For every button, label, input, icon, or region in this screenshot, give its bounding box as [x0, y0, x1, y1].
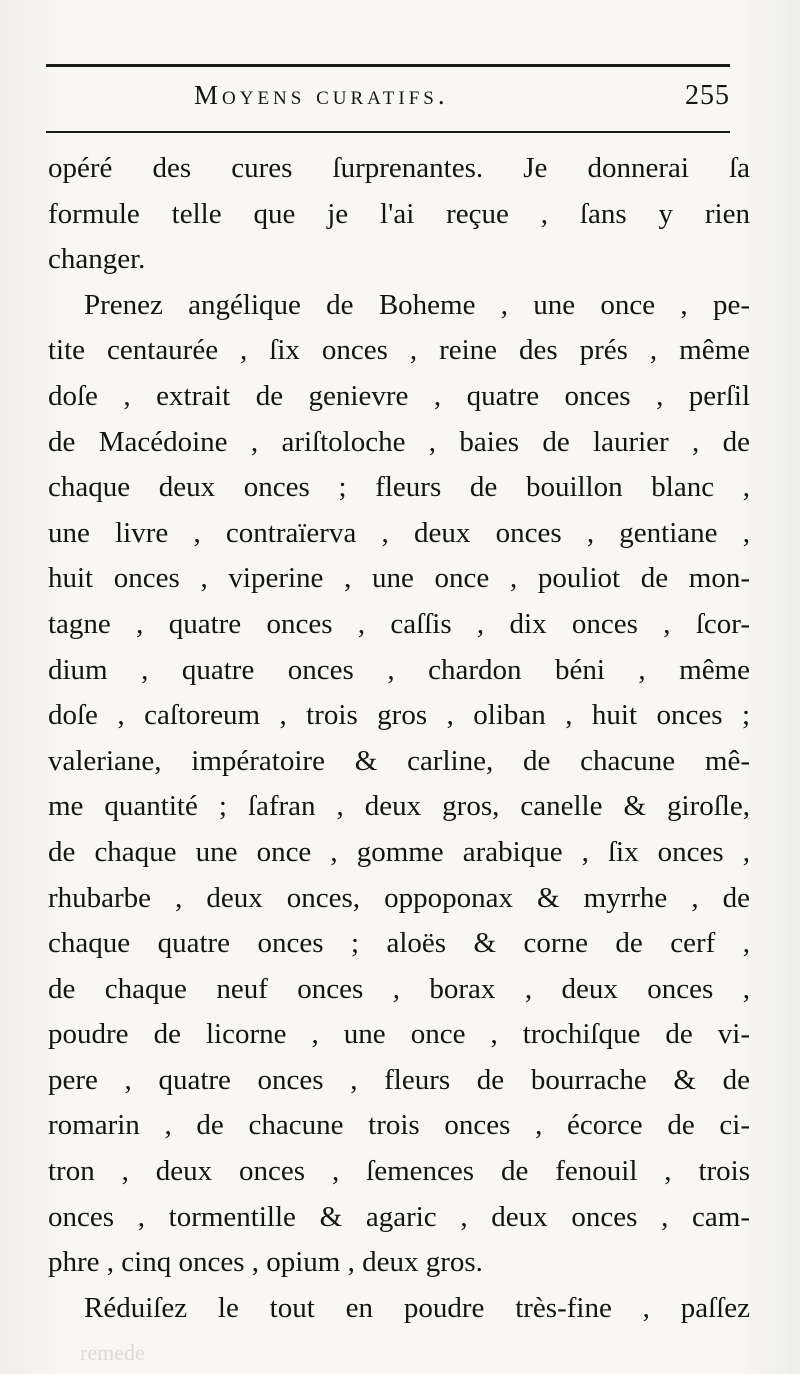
text-line: pere , quatre onces , fleurs de bourrache & de [48, 1063, 750, 1096]
text-line: onces , tormentille & agaric , deux onces , cam- [48, 1200, 750, 1233]
text-line: opéré des cures ſurprenantes. Je donnerai ſa [48, 152, 750, 184]
text-line: tron , deux onces , ſemences de fenouil , trois [48, 1155, 750, 1188]
text-line: poudre de licorne , une once , trochiſque de vi- [48, 1018, 750, 1051]
text-line: changer. [48, 243, 146, 276]
text-line: dium , quatre onces , chardon béni , même [48, 653, 750, 686]
text-line: une livre , contraïerva , deux onces , gentiane , [48, 516, 750, 549]
running-head: Moyens curatifs. [194, 80, 449, 110]
text-line: doſe , extrait de genievre , quatre onces , perſil [48, 379, 750, 412]
text-line: phre , cinq onces , opium , deux gros. [48, 1246, 483, 1279]
text-line: tagne , quatre onces , caſſis , dix onces , ſcor- [48, 607, 750, 640]
text-line: formule telle que je l'ai reçue , ſans y rien [48, 197, 750, 230]
text-line: rhubarbe , deux onces, oppoponax & myrrhe , de [48, 881, 750, 914]
text-line: doſe , caſtoreum , trois gros , oliban , huit onces ; [48, 699, 750, 732]
page-number: 255 [685, 80, 730, 111]
text-line: tite centaurée , ſix onces , reine des prés , même [48, 334, 750, 367]
text-line: me quantité ; ſafran , deux gros, canelle & giroſle, [48, 790, 750, 823]
text-line: romarin , de chacune trois onces , écorce de ci- [48, 1109, 750, 1142]
header-rule-top [46, 64, 730, 67]
text-line: de Macédoine , ariſtoloche , baies de laurier , de [48, 425, 750, 458]
text-line: de chaque une once , gomme arabique , ſix onces , [48, 835, 750, 868]
body-text [48, 146, 750, 1331]
text-line: chaque quatre onces ; aloës & corne de cerf , [48, 927, 750, 960]
text-line: Prenez angélique de Boheme , une once , pe- [84, 288, 750, 321]
text-line: Réduiſez le tout en poudre très-fine , paſſez [84, 1291, 750, 1324]
bleed-through-text: remede [80, 1340, 145, 1365]
text-line: chaque deux onces ; fleurs de bouillon blanc , [48, 471, 750, 504]
text-line: valeriane, impératoire & carline, de chacune mê- [48, 744, 750, 777]
text-line: de chaque neuf onces , borax , deux onces , [48, 972, 750, 1005]
text-line: huit onces , viperine , une once , pouliot de mon- [48, 562, 750, 595]
page-header [46, 80, 730, 120]
header-rule-bottom [46, 131, 730, 133]
